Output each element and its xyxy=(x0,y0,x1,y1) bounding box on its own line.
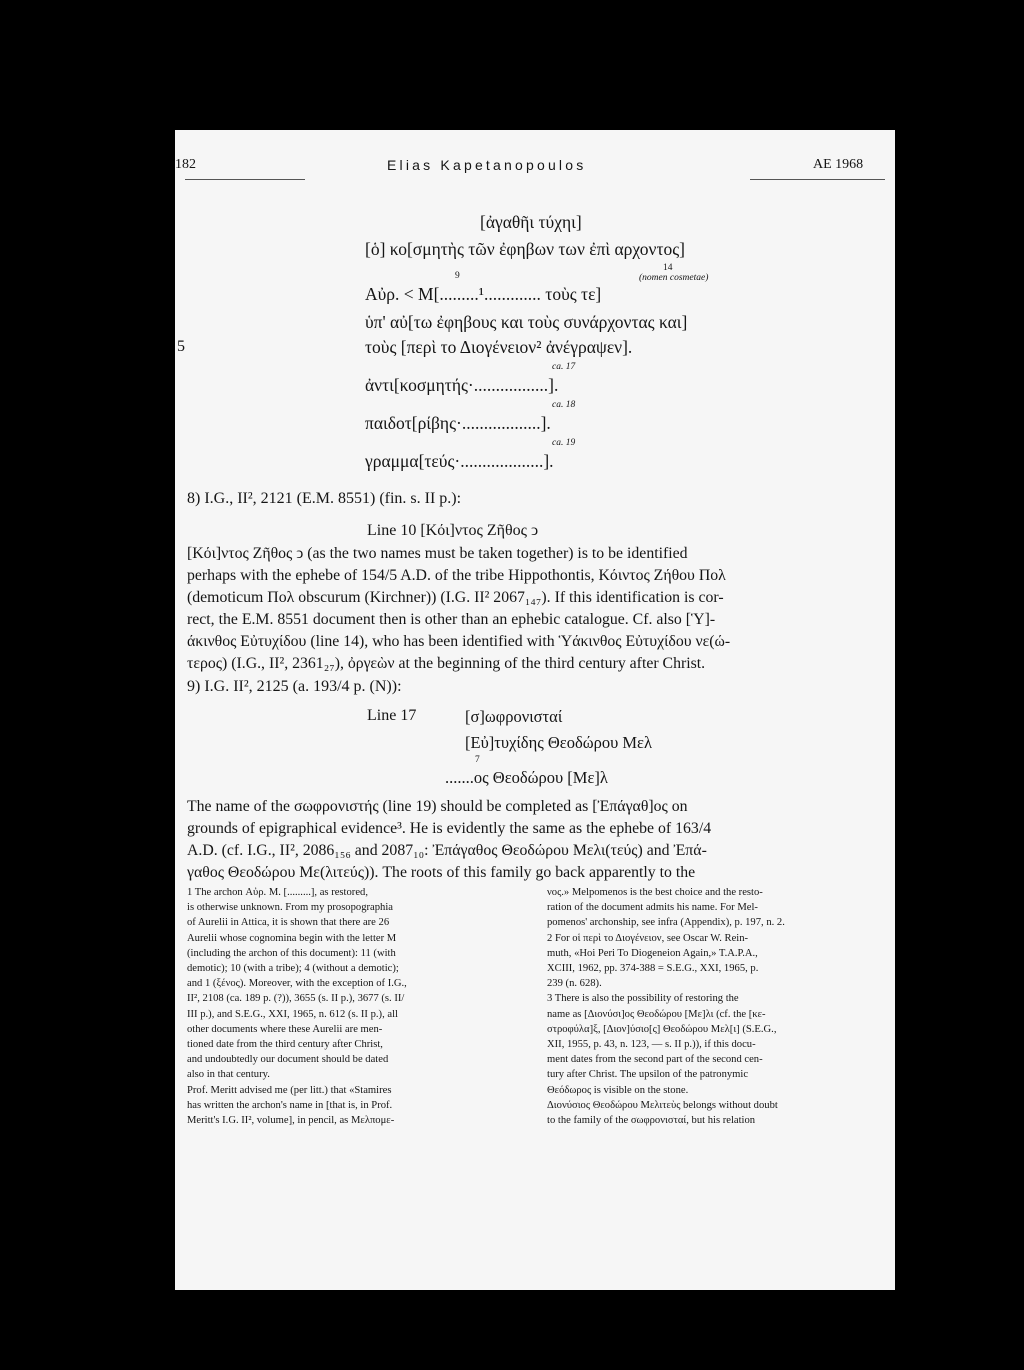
paragraph-line: άκινθος Εὐτυχίδου (line 14), who has been identified with Ὑάκινθος Εὐτυχίδου νε(ώ- xyxy=(187,633,731,650)
running-title: Elias Kapetanopoulos xyxy=(387,157,587,173)
footnote-line: 1 The archon Αὐρ. Μ. [.........], as restored, xyxy=(187,887,368,898)
inscription-line: .......ος Θεοδώρου [Με]λ xyxy=(445,768,608,787)
footnote-line: has written the archon's name in [that is, in Prof. xyxy=(187,1099,393,1111)
inscription-note: (nomen cosmetae) xyxy=(639,273,709,283)
document-page xyxy=(175,130,895,1290)
paragraph-line: τερος) (I.G., II², 2361₂₇), ὀργεὼν at the beginning of the third century after Christ. xyxy=(187,655,706,672)
footnotes-right-column xyxy=(547,885,892,1128)
inscription-note: ca. 17 xyxy=(552,362,576,372)
inscription-note: 9 xyxy=(455,271,460,281)
section-heading: 8) I.G., II², 2121 (E.M. 8551) (fin. s. II p.): xyxy=(187,490,462,507)
inscription-line: τοὺς [περὶ το Διογένειον² ἀνέγραψεν]. xyxy=(365,337,633,357)
paragraph-line: rect, the E.M. 8551 document then is other than an ephebic catalogue. Cf. also [Ὑ]- xyxy=(187,611,716,628)
commentary-paragraph xyxy=(187,543,887,675)
paragraph-line: The name of the σωφρονιστής (line 19) should be completed as [Ἐπάγαθ]ος on xyxy=(187,798,688,815)
footnote-line: ment dates from the second part of the second cen- xyxy=(547,1054,763,1066)
line-label: Line 17 xyxy=(367,707,417,724)
footnote-line: of Aurelii in Attica, it is shown that there are 26 xyxy=(187,917,390,929)
footnote-line: νος.» Melpomenos is the best choice and the resto- xyxy=(547,887,763,898)
inscription-line: Αὐρ. < Μ[.........¹............. τοὺς τε] xyxy=(365,284,602,304)
footnote-line: muth, «Hoi Peri To Diogeneion Again,» T.A.P.A., xyxy=(547,947,758,959)
paragraph-line: (demoticum Πολ obscurum (Kirchner)) (I.G. II² 2067₁₄₇). If this identification is cor- xyxy=(187,589,724,606)
inscription-line: ἀντι[κοσμητής·.................]. xyxy=(365,375,559,395)
journal-label: ΑΕ 1968 xyxy=(813,157,864,172)
footnote-line: XII, 1955, p. 43, n. 123, — s. II p.)), if this docu- xyxy=(547,1039,756,1051)
header-rule-right xyxy=(750,179,885,180)
footnote-line: pomenos' archonship, see infra (Appendix), p. 197, n. 2. xyxy=(547,917,785,929)
line-reference: Line 10 [Κόι]ντος Ζῆθος ↄ xyxy=(367,522,539,539)
inscription-line: παιδοτ[ρίβης·..................]. xyxy=(365,413,551,433)
footnote-line: Prof. Meritt advised me (per litt.) that «Stamires xyxy=(187,1084,392,1096)
paragraph-line: grounds of epigraphical evidence³. He is evidently the same as the ephebe of 163/4 xyxy=(187,820,712,837)
footnote-line: and undoubtedly our document should be dated xyxy=(187,1054,389,1066)
inscription-line: [Εὐ]τυχίδης Θεοδώρου Μελ xyxy=(465,733,652,752)
inscription-note: ca. 18 xyxy=(552,400,576,410)
paragraph-line: perhaps with the ephebe of 154/5 A.D. of the tribe Hippothontis, Κόιντος Ζήθου Πολ xyxy=(187,567,726,584)
footnote-line: στροφύλα]ξ, [Διον]ύσιο[ς] Θεοδώρου Μελ[ι] (S.E.G., xyxy=(547,1023,777,1035)
inscription-line: ὑπ' αὐ[τω ἐφηβους και τοὺς συνάρχοντας και] xyxy=(365,312,688,332)
footnote-line: Διονύσιος Θεοδώρου Μελιτεὺς belongs without doubt xyxy=(547,1099,778,1111)
footnote-line: other documents where these Aurelii are men- xyxy=(187,1023,383,1035)
footnote-line: 2 For οἱ περὶ το Διογένειον, see Oscar W. Rein- xyxy=(547,932,749,944)
header-rule-left xyxy=(185,179,305,180)
footnote-line: to the family of the σωφρονισταί, but his relation xyxy=(547,1115,756,1127)
footnote-line: (including the archon of this document): 11 (with xyxy=(187,947,396,959)
footnote-line: also in that century. xyxy=(187,1069,270,1081)
commentary-paragraph xyxy=(187,796,887,884)
inscription-line: [ὁ] κο[σμητὴς τῶν ἐφηβων των ἐπὶ αρχοντος] xyxy=(365,239,685,259)
footnote-line: tioned date from the third century after Christ, xyxy=(187,1039,383,1051)
footnote-line: ration of the document admits his name. For Mel- xyxy=(547,902,758,914)
footnote-line: III p.), and S.E.G., XXI, 1965, n. 612 (s. II p.), all xyxy=(187,1008,398,1020)
inscription-line: γραμμα[τεύς·...................]. xyxy=(365,451,554,471)
footnote-line: XCIII, 1962, pp. 374-388 = S.E.G., XXI, 1965, p. xyxy=(547,963,759,975)
footnote-line: Aurelii whose cognomina begin with the letter M xyxy=(187,932,397,944)
inscription-line: [σ]ωφρονισταί xyxy=(465,707,563,726)
footnote-line: Θεόδωρος is visible on the stone. xyxy=(547,1084,689,1096)
section-heading: 9) I.G. II², 2125 (a. 193/4 p. (N)): xyxy=(187,678,402,695)
line-marker: 5 xyxy=(177,338,185,355)
footnote-line: is otherwise unknown. From my prosopographia xyxy=(187,902,393,914)
footnote-line: 239 (n. 628). xyxy=(547,978,602,990)
footnote-line: II², 2108 (ca. 189 p. (?)), 3655 (s. II p.), 3677 (s. II/ xyxy=(187,993,405,1005)
footnote-line: 3 There is also the possibility of restoring the xyxy=(547,993,739,1005)
paragraph-line: A.D. (cf. I.G., II², 2086₁₅₆ and 2087₁₀: Ἐπάγαθος Θεοδώρου Μελι(τεύς) and Ἐπά- xyxy=(187,842,707,859)
inscription-note: 14 xyxy=(663,263,673,273)
paragraph-line: γαθος Θεοδώρου Με(λιτεύς)). The roots of this family go back apparently to the xyxy=(187,864,696,881)
inscription-note: 7 xyxy=(475,755,480,765)
footnote-line: demotic); 10 (with a tribe); 4 (without a demotic); xyxy=(187,963,399,975)
inscription-line: [ἀγαθῆι τύχηι] xyxy=(480,212,582,232)
footnotes-left-column xyxy=(187,885,537,1128)
footnote-line: Meritt's I.G. II², volume], in pencil, as Μελπομε- xyxy=(187,1115,395,1127)
inscription-note: ca. 19 xyxy=(552,438,576,448)
page-number: 182 xyxy=(175,157,196,172)
footnote-line: name as [Διονύσι]ος Θεοδώρου [Με]λι (cf. the [κε- xyxy=(547,1008,766,1020)
footnote-line: tury after Christ. The upsilon of the patronymic xyxy=(547,1069,749,1081)
paragraph-line: [Κόι]ντος Ζῆθος ↄ (as the two names must be taken together) is to be identified xyxy=(187,545,688,562)
footnote-line: and 1 (ξένος). Moreover, with the exception of I.G., xyxy=(187,978,407,990)
